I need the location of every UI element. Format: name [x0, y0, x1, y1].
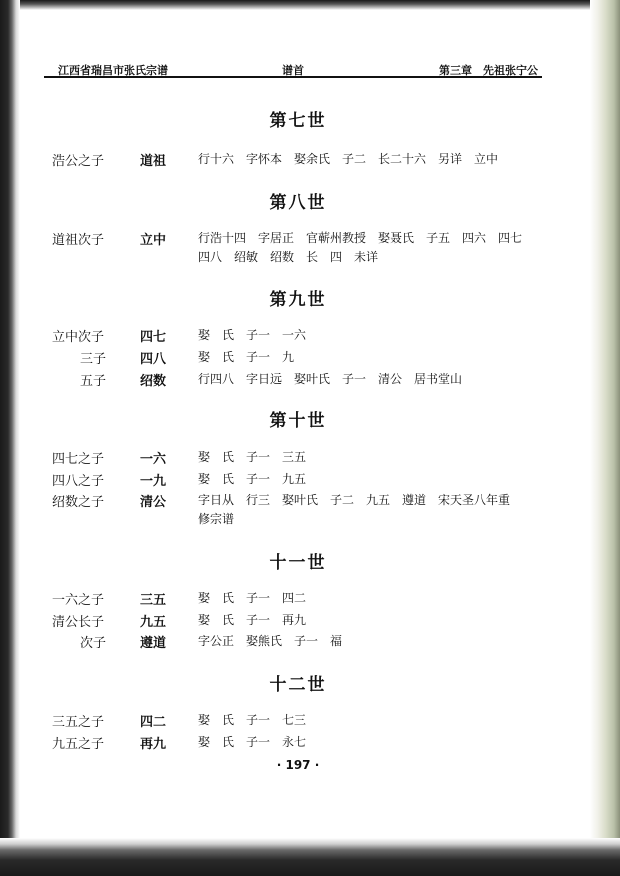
entry-description: 娶 氏 子一 九五: [198, 472, 307, 486]
genealogy-entry: [0, 348, 596, 368]
genealogy-entry: [0, 589, 596, 609]
entry-name: 四二: [140, 715, 167, 730]
genealogy-entry: [0, 733, 596, 753]
genealogy-entry-continuation: [0, 510, 596, 530]
entry-relation: 三五之子: [52, 715, 105, 730]
genealogy-entry: [0, 448, 596, 468]
generation-title: 十二世: [269, 675, 327, 695]
entry-description: 四八 绍敏 绍数 长 四 未详: [198, 250, 379, 264]
generation-title: 十一世: [269, 553, 327, 573]
entry-name: 四八: [140, 352, 167, 367]
page-shadow-top: [0, 0, 620, 10]
entry-name: 立中: [140, 233, 167, 248]
entry-name: 再九: [140, 737, 167, 752]
entry-name: 遵道: [140, 636, 167, 651]
genealogy-entry: [0, 611, 596, 631]
genealogy-entry-continuation: [0, 248, 596, 268]
entry-description: 行四八 字日远 娶叶氏 子一 清公 居书堂山: [198, 372, 463, 386]
entry-description: 娶 氏 子一 再九: [198, 613, 307, 627]
entry-relation: 五子: [80, 374, 107, 389]
entry-relation: 道祖次子: [52, 233, 105, 248]
genealogy-entry: [0, 229, 596, 249]
running-header: [44, 56, 542, 78]
entry-description: 行浩十四 字居正 官蕲州教授 娶聂氏 子五 四六 四七: [198, 231, 523, 245]
header-book-title: 江西省瑞昌市张氏宗谱: [58, 64, 168, 77]
entry-name: 绍数: [140, 374, 167, 389]
entry-relation: 三子: [80, 352, 107, 367]
entry-name: 一六: [140, 452, 167, 467]
entry-description: 娶 氏 子一 永七: [198, 735, 307, 749]
page-number: · 197 ·: [276, 758, 320, 772]
generation-title: 第八世: [269, 193, 327, 213]
genealogy-entry: [0, 632, 596, 652]
entry-name: 四七: [140, 330, 167, 345]
genealogy-entry: [0, 470, 596, 490]
entry-name: 清公: [140, 495, 167, 510]
entry-description: 行十六 字怀本 娶余氏 子二 长二十六 另详 立中: [198, 152, 499, 166]
page-shadow-bottom: [0, 838, 620, 876]
genealogy-entry: [0, 491, 596, 511]
entry-relation: 浩公之子: [52, 154, 105, 169]
entry-name: 九五: [140, 615, 167, 630]
entry-relation: 次子: [80, 636, 107, 651]
entry-name: 一九: [140, 474, 167, 489]
header-section: 谱首: [282, 64, 304, 77]
entry-relation: 四七之子: [52, 452, 105, 467]
entry-description: 娶 氏 子一 一六: [198, 328, 307, 342]
generation-title: 第十世: [269, 411, 327, 431]
entry-description: 字公正 娶熊氏 子一 福: [198, 634, 343, 648]
entry-description: 娶 氏 子一 三五: [198, 450, 307, 464]
entry-relation: 立中次子: [52, 330, 105, 345]
entry-description: 字日从 行三 娶叶氏 子二 九五 遵道 宋天圣八年重: [198, 493, 511, 507]
entry-name: 道祖: [140, 154, 167, 169]
header-chapter: 第三章 先祖张宁公: [439, 64, 538, 77]
entry-description: 娶 氏 子一 四二: [198, 591, 307, 605]
entry-description: 娶 氏 子一 九: [198, 350, 295, 364]
entry-relation: 绍数之子: [52, 495, 105, 510]
genealogy-entry: [0, 370, 596, 390]
genealogy-entry: [0, 711, 596, 731]
entry-description: 修宗谱: [198, 512, 235, 526]
generation-title: 第七世: [269, 111, 327, 131]
generation-title: 第九世: [269, 290, 327, 310]
entry-relation: 四八之子: [52, 474, 105, 489]
entry-name: 三五: [140, 593, 167, 608]
entry-relation: 清公长子: [52, 615, 105, 630]
genealogy-entry: [0, 150, 596, 170]
entry-relation: 一六之子: [52, 593, 105, 608]
entry-relation: 九五之子: [52, 737, 105, 752]
header-rule: [44, 76, 542, 78]
entry-description: 娶 氏 子一 七三: [198, 713, 307, 727]
genealogy-entry: [0, 326, 596, 346]
